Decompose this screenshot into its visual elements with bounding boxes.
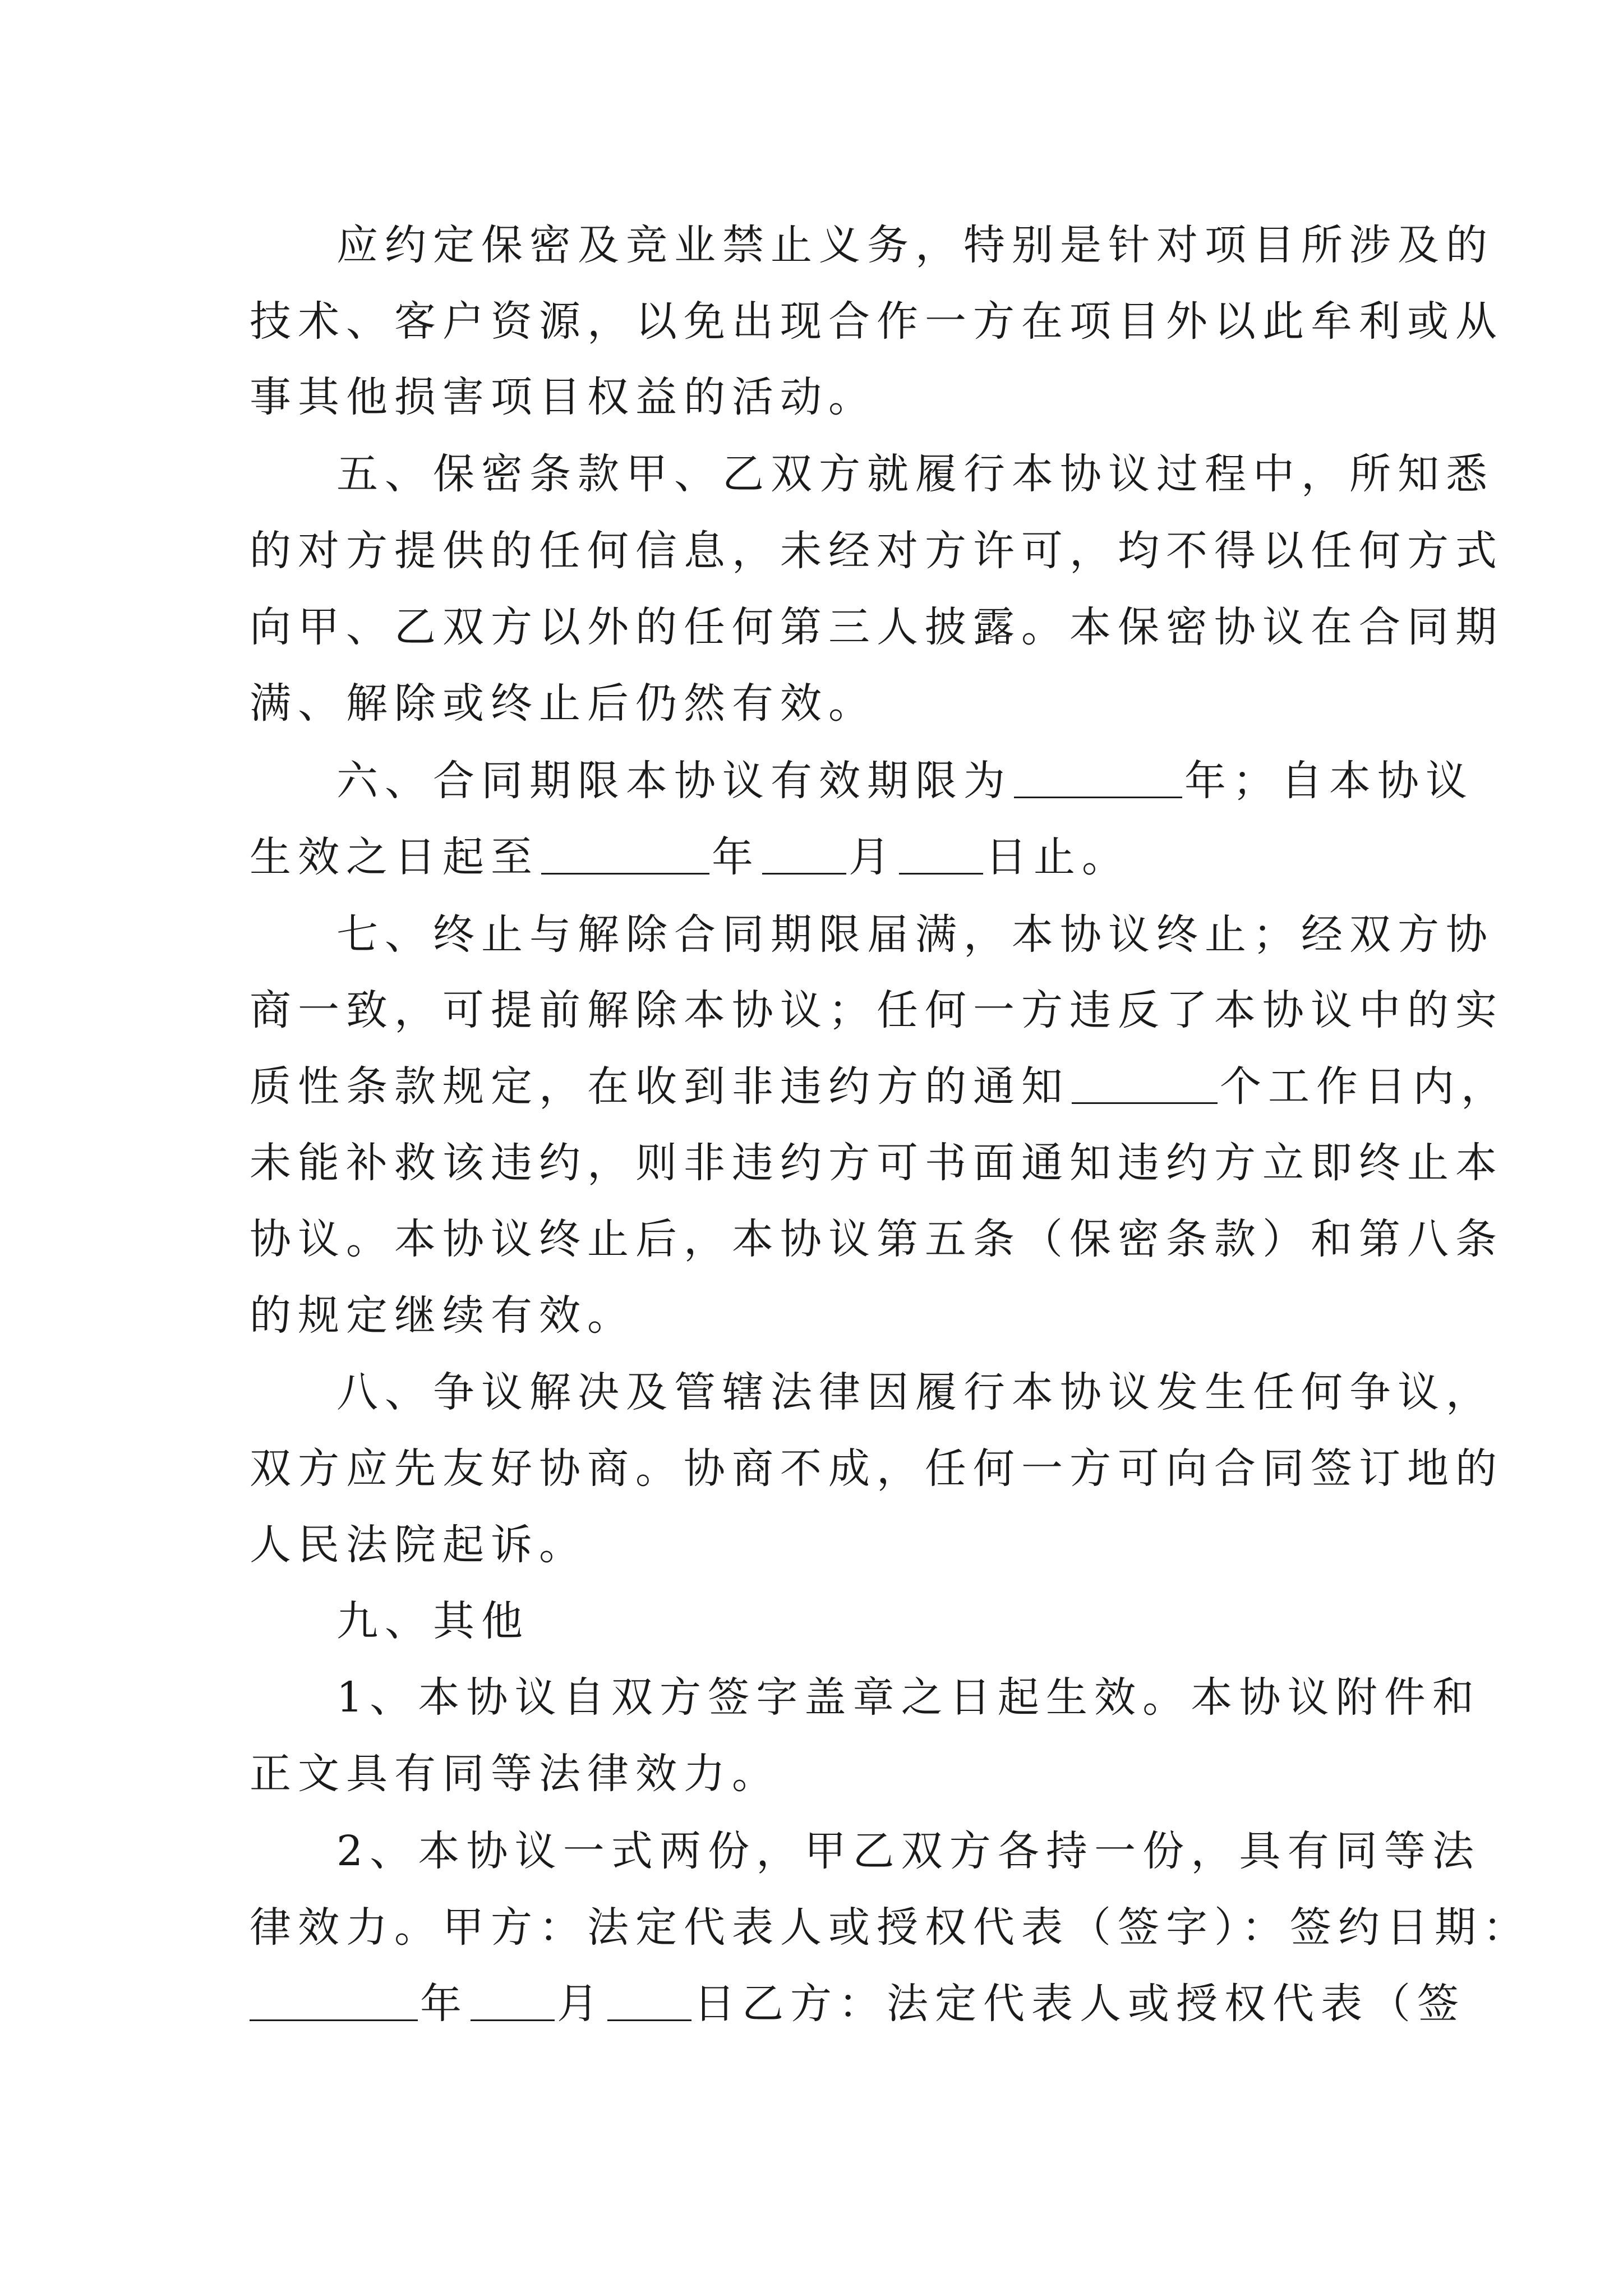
clause-6-date-line: [250, 818, 1394, 896]
clause-6-line: [336, 742, 1481, 820]
text-segment: 月: [557, 1980, 605, 2028]
clause-8-heading-line: 八、争议解决及管辖法律因履行本协议发生任何争议，: [336, 1368, 1494, 1416]
blank-field-workdays[interactable]: [1072, 1069, 1218, 1104]
clause-5-heading-line: 五、保密条款甲、乙双方就履行本协议过程中，所知悉: [336, 450, 1494, 498]
paragraph-line: 人民法院起诉。: [250, 1521, 587, 1569]
text-segment: 日乙方：法定代表人或授权代表（签: [694, 1980, 1465, 2028]
clause-9-heading: 九、其他: [336, 1597, 529, 1645]
text-segment: 日止。: [985, 833, 1130, 881]
text-segment: 月: [849, 833, 897, 881]
paragraph-line: 正文具有同等法律效力。: [250, 1750, 780, 1798]
paragraph-line: 的对方提供的任何信息，未经对方许可，均不得以任何方式: [250, 527, 1504, 575]
text-segment: 六、合同期限本协议有效期限为: [336, 757, 1012, 805]
paragraph-line: 技术、客户资源，以免出现合作一方在项目外以此牟利或从: [250, 297, 1504, 346]
blank-field-sign-day[interactable]: [607, 1986, 691, 2021]
blank-field-years[interactable]: [1014, 763, 1182, 798]
paragraph-line: 事其他损害项目权益的活动。: [250, 373, 877, 421]
paragraph-line: 双方应先友好协商。协商不成，任何一方可向合同签订地的: [250, 1444, 1504, 1493]
clause-7-heading-line: 七、终止与解除合同期限届满，本协议终止；经双方协: [336, 910, 1494, 959]
paragraph-line: 商一致，可提前解除本协议；任何一方违反了本协议中的实: [250, 986, 1504, 1034]
paragraph-line: 应约定保密及竞业禁止义务，特别是针对项目所涉及的: [336, 221, 1494, 269]
text-segment: 生效之日起至: [250, 833, 539, 881]
signature-line: 律效力。甲方：法定代表人或授权代表（签字）：签约日期：: [250, 1903, 1531, 1952]
text-segment: 年: [712, 833, 760, 881]
paragraph-line: 向甲、乙双方以外的任何第三人披露。本保密协议在合同期: [250, 603, 1504, 651]
paragraph-line: [250, 1047, 1509, 1126]
paragraph-line: 协议。本协议终止后，本协议第五条（保密条款）和第八条: [250, 1215, 1504, 1263]
blank-field-day[interactable]: [899, 839, 983, 875]
blank-field-sign-year[interactable]: [250, 1986, 418, 2021]
text-segment: 质性条款规定，在收到非违约方的通知: [250, 1062, 1069, 1111]
item-2-line: 2、本协议一式两份，甲乙双方各持一份，具有同等法: [336, 1827, 1481, 1875]
blank-field-month[interactable]: [762, 839, 846, 875]
signature-date-line: [250, 1964, 1465, 2043]
paragraph-line: 未能补救该违约，则非违约方可书面通知违约方立即终止本: [250, 1139, 1504, 1187]
paragraph-line: 的规定继续有效。: [250, 1291, 635, 1340]
text-segment: 年: [420, 1980, 468, 2028]
paragraph-line: 满、解除或终止后仍然有效。: [250, 679, 877, 728]
text-segment: 年；自本协议: [1184, 757, 1474, 805]
blank-field-year[interactable]: [541, 839, 709, 875]
item-1-line: 1、本协议自双方签字盖章之日起生效。本协议附件和: [336, 1673, 1481, 1722]
text-segment: 个工作日内，: [1220, 1062, 1509, 1111]
blank-field-sign-month[interactable]: [471, 1986, 555, 2021]
